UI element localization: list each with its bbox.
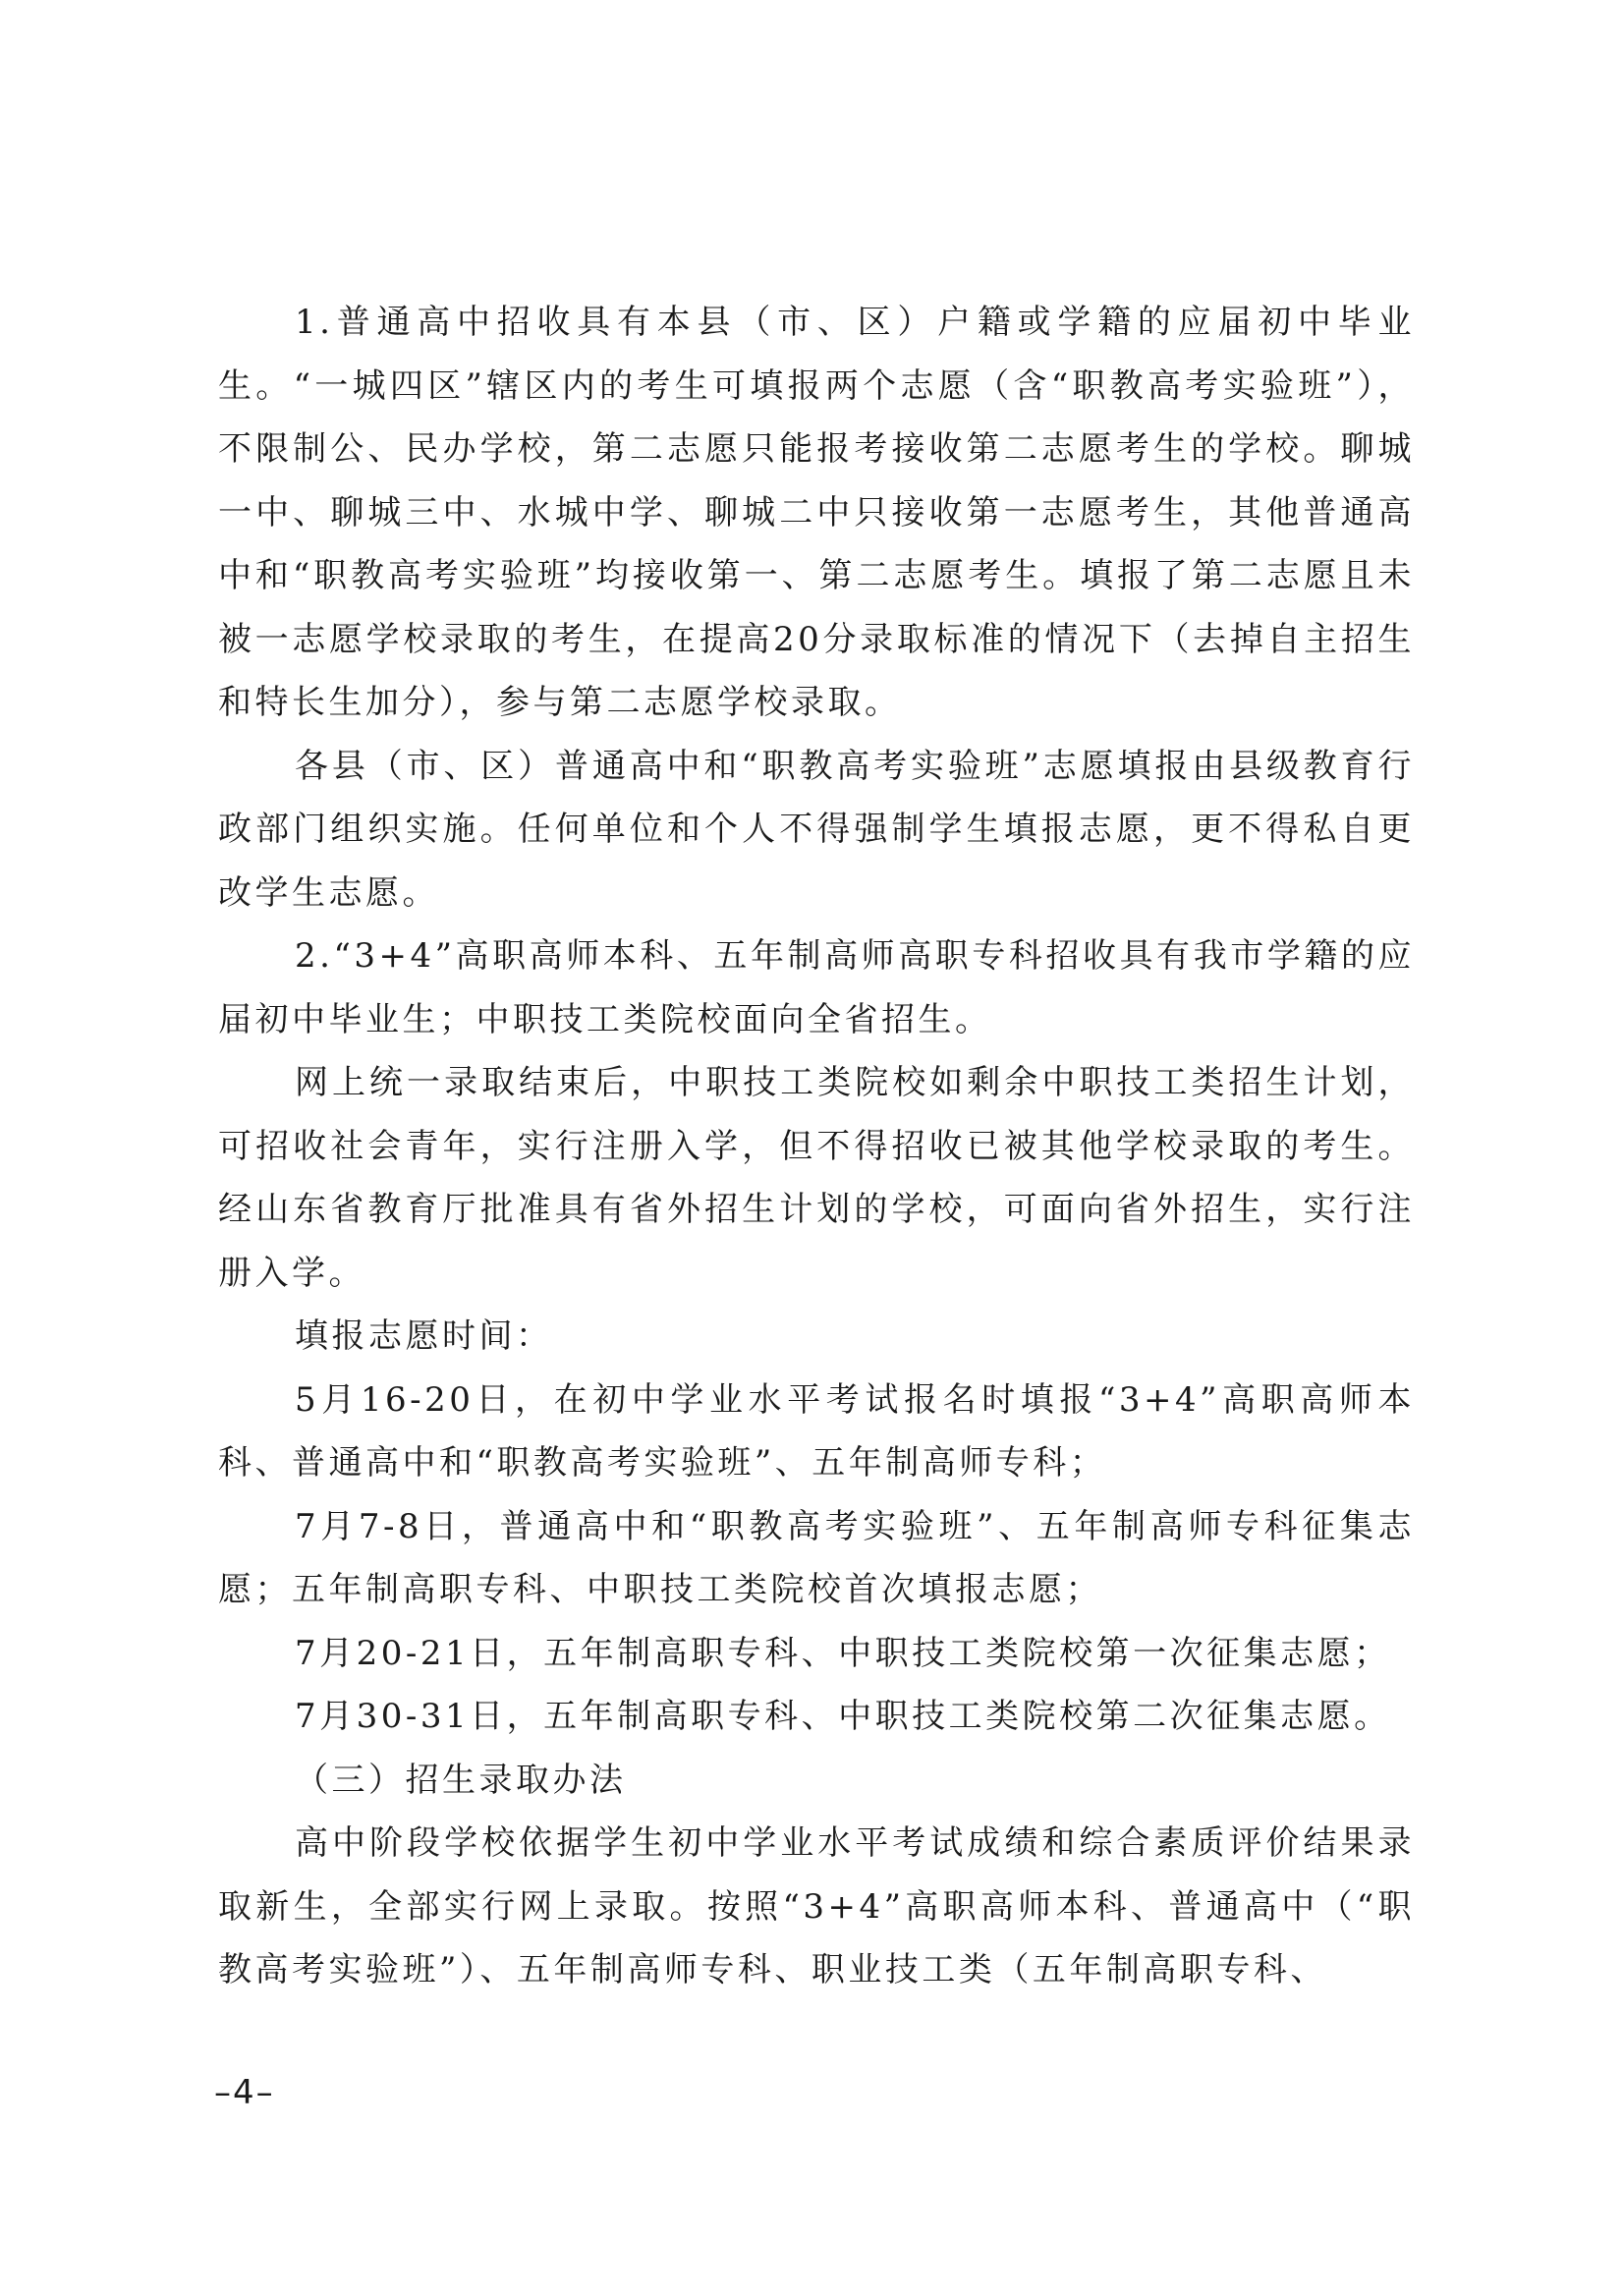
paragraph-1: 1.普通高中招收具有本县（市、区）户籍或学籍的应届初中毕业生。“一城四区”辖区内的考生可填报两个志愿（含“职教高考实验班”），不限制公、民办学校，第二志愿只能报考接收第二志愿考生的学校。聊城一中、聊城三中、水城中学、聊城二中只接收第一志愿考生，其他普通高中和“职教高考实验班”均接收第一、第二志愿考生。填报了第二志愿且未被一志愿学校录取的考生，在提高20分录取标准的情况下（去掉自主招生和特长生加分），参与第二志愿学校录取。 — [218, 303, 1415, 722]
body-text — [218, 291, 1415, 2002]
paragraph-11: 高中阶段学校依据学生初中学业水平考试成绩和综合素质评价结果录取新生，全部实行网上录取。按照“3+4”高职高师本科、普通高中（“职教高考实验班”）、五年制高师专科、职业技工类（五年制高职专科、 — [218, 1823, 1415, 1989]
page-number: –4– — [214, 2073, 275, 2112]
paragraph-9: 7月30-31日，五年制高职专科、中职技工类院校第二次征集志愿。 — [295, 1697, 1391, 1736]
paragraph-2: 各县（市、区）普通高中和“职教高考实验班”志愿填报由县级教育行政部门组织实施。任何单位和个人不得强制学生填报志愿，更不得私自更改学生志愿。 — [218, 746, 1415, 913]
paragraph-7: 7月7-8日，普通高中和“职教高考实验班”、五年制高师专科征集志愿；五年制高职专科、中职技工类院校首次填报志愿； — [218, 1506, 1415, 1609]
paragraph-8: 7月20-21日，五年制高职专科、中职技工类院校第一次征集志愿； — [295, 1633, 1391, 1673]
paragraph-4: 网上统一录取结束后，中职技工类院校如剩余中职技工类招生计划，可招收社会青年，实行注册入学，但不得招收已被其他学校录取的考生。经山东省教育厅批准具有省外招生计划的学校，可面向省外招生，实行注册入学。 — [218, 1063, 1415, 1293]
paragraph-5: 填报志愿时间： — [295, 1316, 553, 1356]
paragraph-6: 5月16-20日，在初中学业水平考试报名时填报“3+4”高职高师本科、普通高中和“职教高考实验班”、五年制高师专科； — [218, 1379, 1415, 1483]
paragraph-3: 2.“3+4”高职高师本科、五年制高师高职专科招收具有我市学籍的应届初中毕业生；中职技工类院校面向全省招生。 — [218, 936, 1415, 1039]
section-heading: （三）招生录取办法 — [295, 1760, 627, 1800]
